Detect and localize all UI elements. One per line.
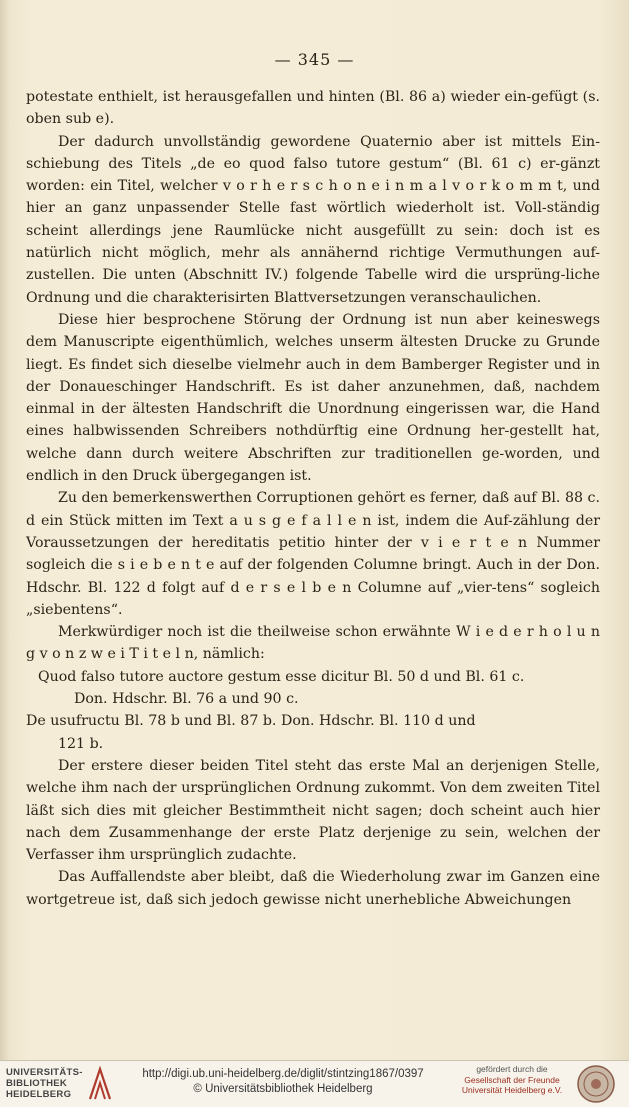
- footer-url-block: [118, 1067, 448, 1097]
- paragraph-2: Der dadurch unvollständig gewordene Quaternio aber ist mittels Ein-schiebung des Titels „de eo quod falso tutore gestum“ (Bl. 61 c) er-gänzt worden: ein Titel, welcher v o r h e r s c h o n e i n m a l v o r k o m m t, und hier an ganz unpassender Stelle fast wörtlich wiederholt ist. Voll-ständig scheint allerdings jene Raumlücke nicht ausgefüllt zu sein: doch ist es natürlich nicht möglich, mehr als annähernd richtige Vermuthungen auf-zustellen. Die unten (Abschnitt IV.) folgende Tabelle wird die ursprüng-liche Ordnung und die charakterisirten Blattversetzungen veranschaulichen.: [26, 133, 600, 306]
- quote-line-3: De usufructu Bl. 78 b und Bl. 87 b. Don. Hdschr. Bl. 110 d und: [26, 713, 476, 730]
- paragraph-5: Merkwürdiger noch ist die theilweise schon erwähnte W i e d e r h o l u n g v o n z w e i T i t e l n, nämlich:: [26, 624, 600, 663]
- paragraph-3: Diese hier besprochene Störung der Ordnung ist nun aber keineswegs dem Manuscripte eigenthümlich, welches unserm ältesten Drucke zu Grunde liegt. Es findet sich dieselbe vielmehr auch in dem Bamberger Register und in der Donaueschinger Handschrift. Es ist daher anzunehmen, daß, nachdem einmal in der ältesten Handschrift die Unordnung eingerissen war, die Hand eines halbwissenden Schreibers nothdürftig eine Ordnung her-gestellt hat, welche dann durch weitere Abschriften zur traditionellen ge-worden, und endlich in den Druck übergegangen ist.: [26, 311, 600, 485]
- library-name-line-2: BIBLIOTHEK: [6, 1078, 68, 1089]
- page-number: — 345 —: [274, 50, 355, 69]
- copyright-text: © Universitätsbibliothek Heidelberg: [193, 1083, 373, 1095]
- digitization-footer: [0, 1060, 629, 1107]
- permalink-url[interactable]: http://digi.ub.uni-heidelberg.de/diglit/stintzing1867/0397: [142, 1068, 424, 1080]
- library-name-line-1: UNIVERSITÄTS-: [6, 1067, 83, 1078]
- paragraph-4: Zu den bemerkenswerthen Corruptionen gehört es ferner, daß auf Bl. 88 c. d ein Stück mitten im Text a u s g e f a l l e n ist, indem die Auf-zählung der Voraussetzungen der hereditatis petitio hinter der v i e r t e n Nummer sogleich die s i e b e n t e auf der folgenden Columne bringt. Auch in der Don. Hdschr. Bl. 122 d folgt auf d e r s e l b e n Columne auf „vier-tens“ sogleich „siebentens“.: [26, 490, 600, 618]
- page-body: [26, 86, 600, 911]
- library-emblem-icon: [86, 1065, 114, 1103]
- paragraph-6: Der erstere dieser beiden Titel steht das erste Mal an derjenigen Stelle, welche ihm nach der ursprünglichen Ordnung zukommt. Von dem zweiten Titel läßt sich dies mit gleicher Bestimmtheit nicht sagen; doch scheint auch hier nach dem Zusammenhange der erste Platz derjenige zu sein, welchen der Verfasser ihm ursprünglich zudachte.: [26, 757, 600, 864]
- funded-by-label: gefördert durch die: [476, 1064, 548, 1074]
- quote-line-4: 121 b.: [58, 735, 104, 752]
- quote-line-2: Don. Hdschr. Bl. 76 a und 90 c.: [74, 691, 299, 708]
- paragraph-1: potestate enthielt, ist herausgefallen und hinten (Bl. 86 a) wieder ein-gefügt (s. oben sub e).: [26, 89, 600, 128]
- funder-name-line-2: Universität Heidelberg e.V.: [461, 1085, 563, 1095]
- funder-name-line-1: Gesellschaft der Freunde: [464, 1074, 560, 1085]
- university-seal-icon: [576, 1064, 616, 1104]
- paragraph-7: Das Auffallendste aber bleibt, daß die Wiederholung zwar im Ganzen eine wortgetreue ist, daß sich jedoch gewisse nicht unerhebliche Abweichungen: [26, 869, 600, 908]
- quote-line-1: Quod falso tutore auctore gestum esse dicitur Bl. 50 d und Bl. 61 c.: [38, 668, 525, 685]
- funder-block: [454, 1064, 570, 1096]
- library-name-line-3: HEIDELBERG: [6, 1089, 72, 1100]
- library-logo: [6, 1067, 84, 1100]
